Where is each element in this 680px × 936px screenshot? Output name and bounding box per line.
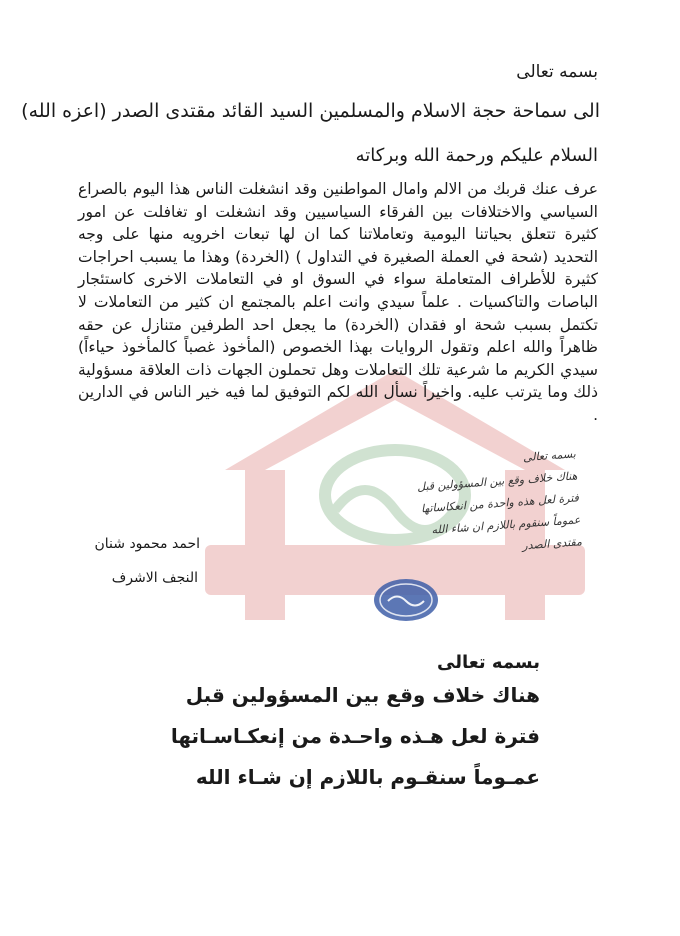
typed-reply-line-4: عمـوماً سنقـوم باللازم إن شـاء الله xyxy=(195,765,540,789)
signer-name: احمد محمود شنان xyxy=(94,536,200,552)
handwritten-line: عموماً سنقوم باللازم ان شاء الله xyxy=(431,513,581,537)
signer-city: النجف الاشرف xyxy=(111,570,198,586)
seal-stamp xyxy=(372,577,440,623)
addressee-line: الى سماحة حجة الاسلام والمسلمين السيد القائد مقتدى الصدر (اعزه الله) xyxy=(21,100,600,122)
handwritten-line: بسمه تعالى xyxy=(522,447,577,465)
handwritten-reply xyxy=(326,443,585,595)
greeting-line: السلام عليكم ورحمة الله وبركاته xyxy=(355,145,598,166)
handwritten-line: هناك خلاف وقع بين المسؤولين قبل xyxy=(416,469,578,494)
typed-reply-line-3: فترة لعل هـذه واحـدة من إنعكـاسـاتها xyxy=(170,724,540,748)
typed-reply-line-1: بسمه تعالى xyxy=(437,652,540,673)
handwritten-line: مقتدى الصدر xyxy=(521,535,583,553)
salutation: بسمه تعالى xyxy=(516,62,598,82)
handwritten-line: فترة لعل هذه واحدة من انعكاساتها xyxy=(420,491,580,516)
letter-body: عرف عنك قربك من الالم وامال المواطنين وقد انشغلت الناس هذا اليوم بالصراع السياسي والاختلافات بين الفرقاء السياسيين وقد انشغلت او تغافلت عن امور كثيرة تتعلق بحياتنا اليومية وتعاملاتنا كما ان لها تبعات اخرويه منها على وجه التحديد (شحة في العملة الصغيرة في التداول ) (الخردة) وهذا ما يسبب احراجات كثيرة للأطراف المتعاملة سواء في السوق او في التعاملات الاخرى كاستئجار الباصات والتاكسيات . علماً سيدي وانت اعلم بالمجتمع ان كثير من التعاملات لا تكتمل بسبب شحة او فقدان (الخردة) ما يجعل احد الطرفين متنازل عن حقه ظاهراً والله اعلم وتقول الروايات بهذا الخصوص (المأخوذ غصباً كالمأخوذ حياءاً) سيدي الكريم ما شرعية تلك التعاملات وهل تحملون الجهات ذات العلاقة مسؤولية ذلك وما يترتب عليه. واخيراً نسأل الله لكم التوفيق لما فيه خير الناس في الدارين . xyxy=(78,180,598,424)
typed-reply-line-2: هناك خلاف وقع بين المسؤولين قبل xyxy=(185,683,540,707)
